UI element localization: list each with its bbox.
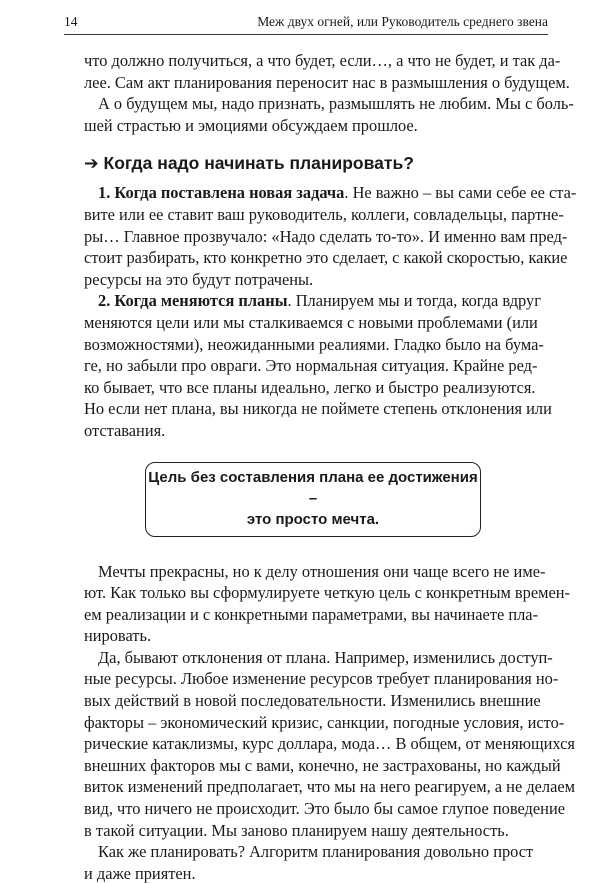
text-line: ные ресурсы. Любое изменение ресурсов требует планирования но- [84, 669, 559, 689]
text-line: что должно получиться, а что будет, если…, а что не будет, и так да- [84, 51, 561, 70]
item-label: 2. Когда меняются планы [98, 291, 288, 311]
item-label: 1. Когда поставлена новая задача [98, 183, 345, 203]
text-line: ем реализации и с конкретными параметрами, вы начинаете пла- [84, 604, 539, 624]
text-line: внешних факторов мы с вами, конечно, не застрахованы, но каждый [84, 755, 561, 775]
text-line: и даже приятен. [84, 863, 196, 883]
list-item-new-task [84, 182, 577, 290]
text-line: лее. Сам акт планирования переносит нас в размышления о будущем. [84, 72, 570, 92]
text-line: виток изменений предполагает, что мы на него реагируем, а не делаем [84, 777, 576, 797]
text-line: вид, что ничего не происходит. Это было бы самое глупое поведение [84, 799, 565, 819]
text-line: вых действий в новой последовательности. Изменились внешние [84, 691, 541, 711]
text-line: нировать. [84, 626, 152, 646]
text-line: факторы – экономический кризис, санкции, погодные условия, исто- [84, 712, 565, 732]
text-line: в такой ситуации. Мы заново планируем нашу деятельность. [84, 820, 509, 840]
text-line: Как же планировать? Алгоритм планирования довольно прост [98, 842, 534, 862]
book-title: Меж двух огней, или Руководитель среднего звена [257, 14, 548, 29]
text-line: ры… Главное прозвучало: «Надо сделать то-то». И именно вам пред- [84, 226, 568, 246]
text-line: шей страстью и эмоциями обсуждаем прошлое. [84, 115, 418, 135]
text-line: возможностями), неожиданными реалиями. Гладко было на бума- [84, 334, 544, 354]
section-heading-text: Когда надо начинать планировать? [103, 153, 414, 174]
text-line: 2. Когда меняются планы. Планируем мы и тогда, когда вдруг [98, 291, 541, 311]
text-line: вите или ее ставит ваш руководитель, коллеги, совладельцы, партне- [84, 204, 564, 224]
text-line: ге, но забыли про овраги. Это нормальная ситуация. Крайне ред- [84, 356, 538, 376]
list-item-plans-change [84, 290, 550, 441]
section-heading [84, 153, 550, 174]
dreams-paragraph [84, 561, 571, 647]
text-line: ко бывает, что все планы идеально, легко и быстро реализуются. [84, 377, 536, 397]
callout-line: это просто мечта. [246, 510, 380, 528]
text-line: ресурсы на это будут потрачены. [84, 269, 314, 289]
text-line: рические катаклизмы, курс доллара, мода… В общем, от меняющихся [84, 734, 575, 754]
text-line: 1. Когда поставлена новая задача. Не важно – вы сами себе ее ста- [98, 183, 577, 203]
text-line: стоит разбирать, кто конкретно это сделает, с какой скоростью, какие [84, 248, 568, 268]
page-body [84, 50, 577, 884]
callout-line: Цель без составления плана ее достижения – [148, 468, 478, 507]
deviations-paragraph [84, 647, 576, 841]
intro-paragraph [84, 50, 574, 136]
text-line: Да, бывают отклонения от плана. Например, изменились доступ- [98, 647, 553, 667]
text-line: Но если нет плана, вы никогда не поймете степень отклонения или [84, 399, 552, 419]
text-line: меняются цели или мы сталкиваемся с новыми проблемами (или [84, 312, 538, 332]
text-line: ют. Как только вы сформулируете четкую цель с конкретным времен- [84, 583, 571, 603]
arrow-icon: ➔ [84, 153, 99, 174]
text-line: Мечты прекрасны, но к делу отношения они чаще всего не име- [98, 561, 546, 581]
text-line: А о будущем мы, надо признать, размышлять не любим. Мы с боль- [98, 94, 574, 114]
how-to-plan-paragraph [84, 841, 550, 884]
page-number: 14 [64, 14, 78, 29]
quote-callout [145, 462, 481, 537]
running-header [64, 12, 548, 35]
text-line: отставания. [84, 420, 166, 440]
